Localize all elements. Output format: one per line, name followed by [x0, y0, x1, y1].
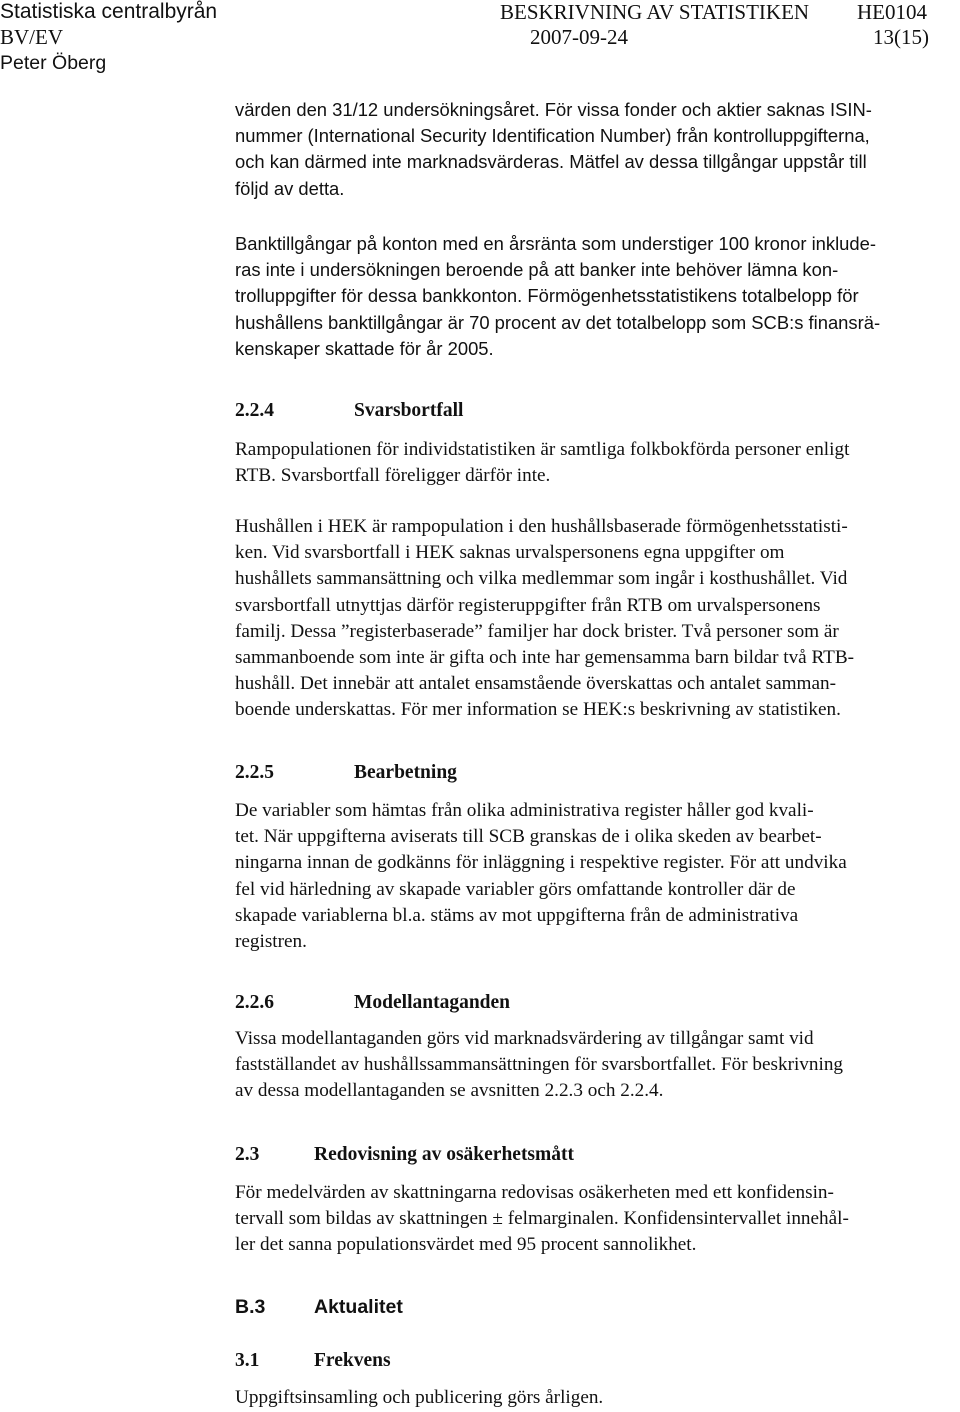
text-line: RTB. Svarsbortfall föreligger därför inte. — [235, 465, 551, 487]
text-line: ken. Vid svarsbortfall i HEK saknas urvalspersonens egna uppgifter om — [235, 542, 785, 564]
paragraph-bank-assets — [235, 231, 955, 362]
section-title: Bearbetning — [354, 762, 457, 783]
paragraph-confidence-interval — [235, 1180, 955, 1259]
paragraph-model-assumptions — [235, 1026, 955, 1105]
text-line: hushållets sammansättning och vilka medlemmar som ingår i kosthushållet. Vid — [235, 568, 848, 590]
text-line: skapade variablerna bl.a. stäms av mot uppgifterna från de administrativa — [235, 904, 799, 926]
text-line: Uppgiftsinsamling och publicering görs årligen. — [235, 1387, 604, 1408]
text-line: av dessa modellantaganden se avsnitten 2.2.3 och 2.2.4. — [235, 1080, 664, 1102]
section-number: 2.2.5 — [235, 762, 274, 783]
text-line: sammanboende som inte är gifta och inte har gemensamma barn bildar två RTB- — [235, 647, 855, 669]
text-line: ningarna innan de godkänns för inläggning i respektive register. För att undvika — [235, 852, 847, 874]
paragraph-rampopulation — [235, 437, 955, 489]
section-title: Frekvens — [314, 1350, 391, 1371]
text-line: värden den 31/12 undersökningsåret. För vissa fonder och aktier saknas ISIN- — [235, 99, 872, 120]
paragraph-frequency — [235, 1385, 955, 1411]
paragraph-hek-nonresponse — [235, 514, 955, 724]
header-document-type: BESKRIVNING AV STATISTIKEN — [500, 0, 810, 24]
text-line: hushåll. Det innebär att antalet ensamstående överskattas och antalet samman- — [235, 673, 836, 695]
text-line: boende underskattas. För mer information se HEK:s beskrivning av statistiken. — [235, 699, 841, 721]
text-line: hushållens banktillgångar är 70 procent av det totalbelopp som SCB:s finansrä- — [235, 311, 881, 333]
section-title: Redovisning av osäkerhetsmått — [314, 1144, 575, 1165]
header-document-id: HE0104 — [857, 0, 927, 24]
section-number: 3.1 — [235, 1350, 260, 1371]
header-organization: Statistiska centralbyrån — [0, 0, 218, 23]
text-line: Vissa modellantaganden görs vid marknadsvärdering av tillgångar samt vid — [235, 1028, 814, 1049]
text-line: För medelvärden av skattningarna redovisas osäkerheten med ett konfidensin- — [235, 1182, 834, 1203]
section-title: Modellantaganden — [354, 992, 511, 1013]
paragraph-measurement-error — [235, 97, 955, 202]
text-line: ras inte i undersökningen beroende på att banker inte behöver lämna kon- — [235, 259, 839, 281]
text-line: Banktillgångar på konton med en årsränta som understiger 100 kronor inklude- — [235, 233, 876, 254]
text-line: tet. När uppgifterna aviserats till SCB granskas de i olika skeden av bearbet- — [235, 826, 822, 848]
text-line: Hushållen i HEK är rampopulation i den hushållsbaserade förmögenhetsstatisti- — [235, 516, 848, 537]
header-author: Peter Öberg — [0, 52, 107, 74]
chapter-number: B.3 — [235, 1296, 266, 1318]
chapter-title: Aktualitet — [314, 1296, 403, 1318]
paragraph-processing — [235, 798, 955, 955]
section-number: 2.3 — [235, 1144, 260, 1165]
text-line: Rampopulationen för individstatistiken är samtliga folkbokförda personer enligt — [235, 439, 850, 460]
text-line: fastställandet av hushållssammansättningen för svarsbortfallet. För beskrivning — [235, 1054, 844, 1076]
text-line: familj. Dessa ”registerbaserade” familjer har dock brister. Två personer som är — [235, 620, 839, 642]
text-line: följd av detta. — [235, 177, 345, 199]
text-line: svarsbortfall utnyttjas därför registeruppgifter från RTB om urvalspersonens — [235, 594, 821, 616]
section-number: 2.2.4 — [235, 400, 274, 421]
text-line: kenskaper skattade för år 2005. — [235, 337, 494, 359]
text-line: nummer (International Security Identification Number) från kontrolluppgifterna, — [235, 125, 870, 147]
section-number: 2.2.6 — [235, 992, 274, 1013]
text-line: De variabler som hämtas från olika administrativa register håller god kvali- — [235, 800, 814, 821]
header-page-number: 13(15) — [873, 25, 929, 49]
text-line: registren. — [235, 931, 307, 953]
header-date: 2007-09-24 — [530, 25, 628, 49]
text-line: trolluppgifter för dessa bankkonton. Förmögenhetsstatistikens totalbelopp för — [235, 285, 859, 307]
text-line: tervall som bildas av skattningen ± felmarginalen. Konfidensintervallet innehål- — [235, 1208, 849, 1230]
text-line: fel vid härledning av skapade variabler görs omfattande kontroller där de — [235, 878, 796, 900]
text-line: och kan därmed inte marknadsvärderas. Mätfel av dessa tillgångar uppstår till — [235, 151, 867, 173]
text-line: ler det sanna populationsvärdet med 95 procent sannolikhet. — [235, 1234, 697, 1256]
section-title: Svarsbortfall — [354, 400, 464, 421]
header-department: BV/EV — [0, 25, 63, 49]
